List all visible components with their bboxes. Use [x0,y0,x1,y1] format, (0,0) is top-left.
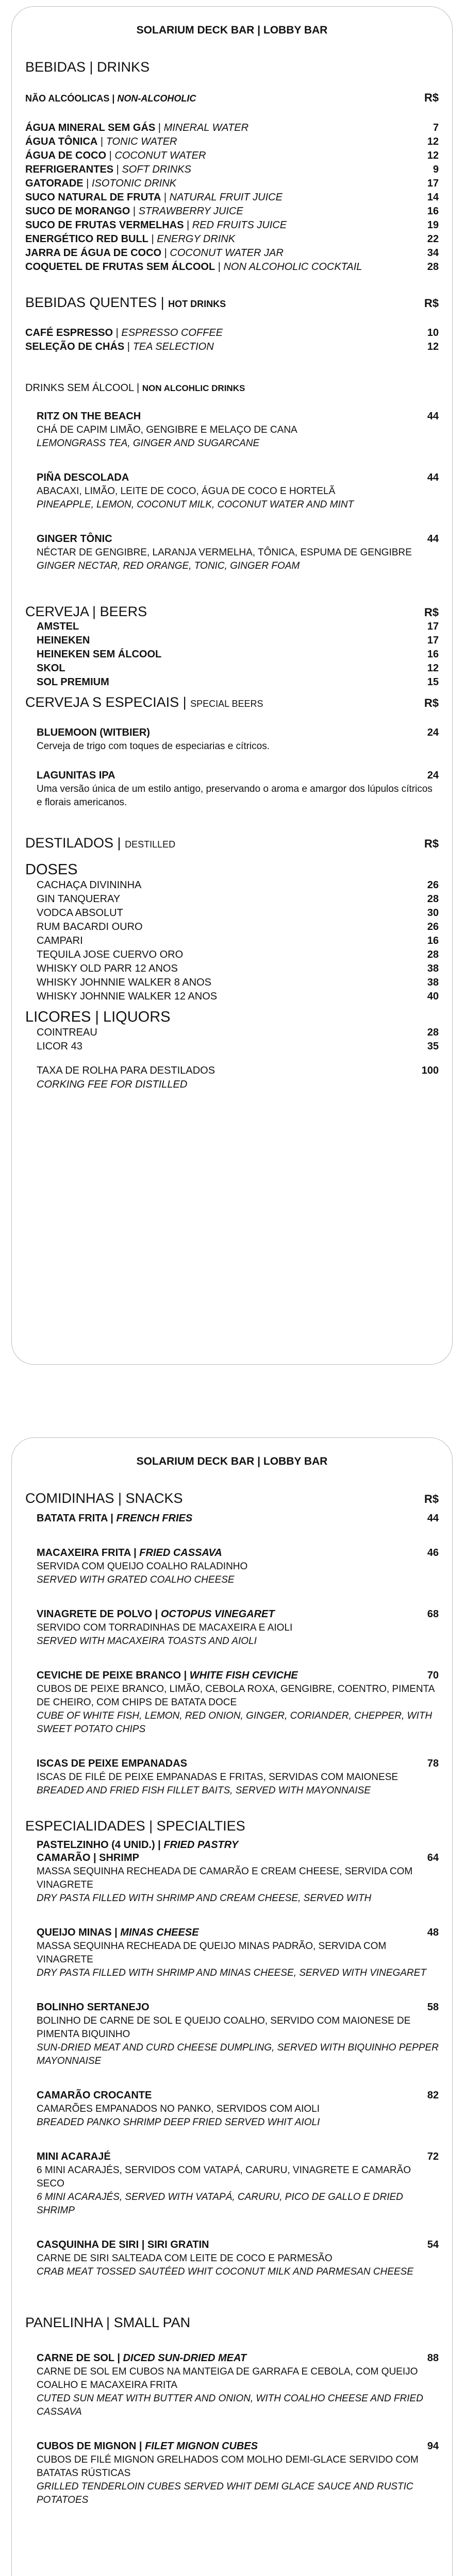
food-desc-en: CUTED SUN MEAT WITH BUTTER AND ONION, WITH COALHO CHEESE AND FRIED CASSAVA [37,2393,423,2417]
food-desc: CARNE DE SIRI SALTEADA COM LEITE DE COCO E PARMESÃO [37,2253,333,2264]
food-name-pt: CASQUINHA DE SIRI | SIRI GRATIN [37,2239,209,2250]
food-desc-en: BREADED AND FRIED FISH FILLET BAITS, SERVED WITH MAYONNAISE [37,1785,371,1796]
item-name-pt: REFRIGERANTES [25,164,114,175]
food-item-header [37,1546,439,1560]
food-desc: BOLINHO DE CARNE DE SOL E QUEIJO COALHO, SERVIDO COM MAIONESE DE PIMENTA BIQUINHO [37,2015,411,2040]
item-name-pt: ÁGUA DE COCO [25,150,107,161]
food-item-name [37,2238,420,2252]
dose-item [37,962,439,976]
dose-item [37,878,439,892]
food-item-name [37,1669,420,1683]
menu-item [25,135,439,149]
beer-item [25,662,439,675]
menu-page-drinks [11,6,453,1365]
food-price: 82 [427,2090,439,2101]
special-beer-desc: Uma versão única de um estilo antigo, preservando o aroma e amargor dos lúpulos cítricos e florais americanos. [37,784,433,808]
food-item [37,1607,439,1648]
section-title-specialties: ESPECIALIDADES | SPECIALTIES [25,1818,245,1834]
menu-item [25,205,439,218]
food-name-en: MINAS CHEESE [120,1927,199,1938]
item-price: 9 [433,164,439,175]
drink-desc-en: GINGER NECTAR, RED ORANGE, TONIC, GINGER FOAM [37,561,300,571]
food-name-pt: VINAGRETE DE POLVO | [37,1608,158,1620]
item-name-en: NON ALCOHOLIC COCKTAIL [223,261,362,273]
nonalcoholic-list [25,121,439,274]
hot-drinks-list [25,326,439,354]
dose-item-name: GIN TANQUERAY [37,893,121,905]
food-name-pt: CEVICHE DE PEIXE BRANCO | [37,1670,187,1681]
liquors-list [25,1026,439,1054]
food-desc: CARNE DE SOL EM CUBOS NA MANTEIGA DE GARRAFA E CEBOLA, COM QUEIJO COALHO E MACAXEIRA FRITA [37,2366,418,2391]
food-name-en: FILET MIGNON CUBES [145,2441,258,2452]
food-price: 54 [427,2239,439,2250]
drink-name: RITZ ON THE BEACH [37,411,141,422]
food-item-header [37,1512,439,1526]
food-desc: ISCAS DE FILÉ DE PEIXE EMPANADAS E FRITAS, SERVIDAS COM MAIONESE [37,1772,399,1783]
section-title-non-alcoholic-drinks: DRINKS SEM ÁLCOOL | NON ALCOHLIC DRINKS [25,382,245,394]
dose-item [37,920,439,934]
food-name-pt: MINI ACARAJÉ [37,2151,111,2162]
food-item [37,1669,439,1736]
food-price: 72 [427,2151,439,2162]
food-item [37,2089,439,2129]
item-price: 12 [427,341,439,352]
food-item-name [37,2001,420,2014]
food-desc-en: SUN-DRIED MEAT AND CURD CHEESE DUMPLING, SERVED WITH BIQUINHO PEPPER MAYONNAISE [37,2042,439,2066]
liquor-item [37,1040,439,1054]
dose-item [37,906,439,920]
dose-item-price: 28 [427,949,439,960]
dose-item-price: 30 [427,907,439,919]
food-price: 64 [427,1852,439,1863]
dose-item-price: 40 [427,991,439,1002]
section-title-distilled: DESTILADOS | DESTILLED R$ [25,835,439,851]
beer-name: SKOL [37,663,65,674]
item-name-en: NATURAL FRUIT JUICE [169,192,283,203]
section-title-beers: CERVEJA | BEERS R$ [25,604,439,619]
item-name-pt: JARRA DE ÁGUA DE COCO [25,247,162,259]
dose-item-name: TEQUILA JOSE CUERVO ORO [37,949,184,960]
beer-item [25,675,439,689]
food-desc: CUBOS DE PEIXE BRANCO, LIMÃO, CEBOLA ROXA, GENGIBRE, COENTRO, PIMENTA DE CHEIRO, COM CHIPS DE BATATA DOCE [37,1684,435,1708]
special-beer-name: LAGUNITAS IPA [37,770,115,781]
food-price: 94 [427,2441,439,2452]
item-label: SUCO NATURAL DE FRUTA | NATURAL FRUIT JUICE [25,192,283,203]
food-desc: SERVIDO COM TORRADINHAS DE MACAXEIRA E AIOLI [37,1622,293,1633]
item-label: CAFÉ ESPRESSO | ESPRESSO COFFEE [25,327,223,338]
special-beer-name: BLUEMOON (WITBIER) [37,727,150,738]
food-name-en: WHITE FISH CEVICHE [189,1670,298,1681]
item-price: 16 [427,206,439,217]
page-title: SOLARIUM DECK BAR | LOBBY BAR [136,24,328,36]
nonalcoholic-header: NÃO ALCÓOLICAS | NON-ALCOHOLIC R$ [25,91,439,104]
food-item-header [37,1607,439,1621]
item-name-pt: ENERGÉTICO RED BULL [25,233,148,245]
food-item-header [37,1757,439,1771]
small-pan-list [25,2351,439,2528]
food-item [37,1757,439,1798]
food-item [37,1851,439,1905]
item-name-en: ISOTONIC DRINK [91,178,177,189]
dose-item-name: CACHAÇA DIVININHA [37,879,142,891]
food-desc: MASSA SEQUINHA RECHEADA DE QUEIJO MINAS PADRÃO, SERVIDA COM VINAGRETE [37,1941,387,1965]
item-name-en: ESPRESSO COFFEE [121,327,223,338]
menu-item [25,149,439,163]
dose-item-name: RUM BACARDI OURO [37,921,143,933]
food-desc-en: SERVED WITH MACAXEIRA TOASTS AND AIOLI [37,1636,257,1647]
item-price: 10 [427,327,439,338]
drink-desc: NÉCTAR DE GENGIBRE, LARANJA VERMELHA, TÔNICA, ESPUMA DE GENGIBRE [37,547,412,558]
food-name-pt: MACAXEIRA FRITA | [37,1547,137,1558]
menu-item [25,260,439,274]
menu-item [25,218,439,232]
special-beer-price: 24 [427,770,439,781]
dose-item [37,976,439,990]
food-desc-en: 6 MINI ACARAJÉS, SERVED WITH VATAPÁ, CARURU, PICO DE GALLO E DRIED SHRIMP [37,2192,403,2216]
food-item-name [37,2089,420,2103]
item-name-pt: GATORADE [25,178,84,189]
liquor-item [37,1026,439,1040]
item-label: COQUETEL DE FRUTAS SEM ÁLCOOL | NON ALCOHOLIC COCKTAIL [25,261,362,273]
item-price: 28 [427,261,439,273]
liquor-item-name: LICOR 43 [37,1041,82,1052]
special-beer-price: 24 [427,727,439,738]
dose-item [37,934,439,948]
menu-item [25,232,439,246]
beer-price: 17 [427,635,439,646]
section-title-small-pan: PANELINHA | SMALL PAN [25,2315,191,2330]
food-desc: CUBOS DE FILÉ MIGNON GRELHADOS COM MOLHO DEMI-GLACE SERVIDO COM BATATAS RÚSTICAS [37,2454,419,2479]
item-name-en: SOFT DRINKS [122,164,191,175]
food-item-name [37,2351,420,2365]
item-label: ENERGÉTICO RED BULL | ENERGY DRINK [25,233,236,245]
food-item [37,1512,439,1526]
item-label: ÁGUA TÔNICA | TONIC WATER [25,136,177,147]
special-beer-header [37,769,439,783]
food-name-pt: BATATA FRITA | [37,1513,113,1524]
special-beer-desc: Cerveja de trigo com toques de especiarias e cítricos. [37,741,270,752]
dose-item-name: VODCA ABSOLUT [37,907,123,919]
drink-item [25,410,439,450]
beer-name: HEINEKEN [37,635,90,646]
dose-item [37,990,439,1004]
corking-fee: TAXA DE ROLHA PARA DESTILADOS CORKING FEE FOR DISTILLED 100 [37,1065,439,1090]
menu-item [25,340,439,354]
beer-name: SOL PREMIUM [37,676,109,688]
beer-item [25,620,439,634]
food-item-name [37,2439,420,2453]
dose-item [37,892,439,906]
drink-item-header [37,471,439,485]
dose-item-name: WHISKY JOHNNIE WALKER 8 ANOS [37,977,211,988]
beer-name: AMSTEL [37,621,79,632]
fried-pastry-header: PASTELZINHO (4 UNID.) | FRIED PASTRY [37,1839,239,1851]
food-name-en: FRENCH FRIES [116,1513,193,1524]
special-beers-list [25,726,439,825]
item-name-en: RED FRUITS JUICE [192,219,287,231]
dose-item-price: 26 [427,921,439,933]
non-alcoholic-drinks-list [25,410,439,594]
item-name-en: MINERAL WATER [163,122,249,133]
food-name-en: FRIED CASSAVA [139,1547,222,1558]
snacks-list [25,1512,439,1818]
beer-name: HEINEKEN SEM ÁLCOOL [37,649,162,660]
item-name-pt: SUCO DE MORANGO [25,206,130,217]
drink-name: PIÑA DESCOLADA [37,472,129,483]
doses-title: DOSES [25,861,78,878]
food-price: 68 [427,1608,439,1620]
menu-item [25,177,439,191]
item-label: ÁGUA MINERAL SEM GÁS | MINERAL WATER [25,122,249,133]
drink-price: 44 [427,533,439,545]
food-desc: MASSA SEQUINHA RECHEADA DE CAMARÃO E CREAM CHEESE, SERVIDA COM VINAGRETE [37,1866,413,1890]
food-price: 44 [427,1513,439,1524]
drink-price: 44 [427,411,439,422]
dose-item-price: 26 [427,879,439,891]
food-item-header [37,2238,439,2252]
item-name-pt: SUCO DE FRUTAS VERMELHAS [25,219,184,231]
section-title-snacks: COMIDINHAS | SNACKS R$ [25,1490,439,1506]
food-desc-en: DRY PASTA FILLED WITH SHRIMP AND CREAM CHEESE, SERVED WITH [37,1893,372,1904]
item-name-pt: ÁGUA TÔNICA [25,136,98,147]
drink-price: 44 [427,472,439,483]
beer-price: 16 [427,649,439,660]
item-label: REFRIGERANTES | SOFT DRINKS [25,164,191,175]
dose-item-name: WHISKY OLD PARR 12 ANOS [37,963,178,974]
beer-price: 17 [427,621,439,632]
food-item [37,1546,439,1587]
item-label: GATORADE | ISOTONIC DRINK [25,178,177,189]
food-item [37,2238,439,2279]
item-name-en: STRAWBERRY JUICE [138,206,243,217]
item-price: 19 [427,219,439,231]
item-label: SELEÇÃO DE CHÁS | TEA SELECTION [25,341,214,352]
food-desc: SERVIDA COM QUEIJO COALHO RALADINHO [37,1561,248,1572]
item-label: SUCO DE FRUTAS VERMELHAS | RED FRUITS JUICE [25,219,287,231]
food-item-header [37,1669,439,1683]
food-item-name [37,2150,420,2164]
food-desc-en: SERVED WITH GRATED COALHO CHEESE [37,1574,235,1585]
food-name-pt: CAMARÃO | SHRIMP [37,1852,139,1863]
item-name-en: TEA SELECTION [132,341,214,352]
food-item-header [37,2439,439,2453]
liquor-item-price: 28 [427,1027,439,1038]
food-name-pt: ISCAS DE PEIXE EMPANADAS [37,1758,187,1769]
menu-item [25,246,439,260]
dose-item-price: 16 [427,935,439,946]
item-name-en: ENERGY DRINK [157,233,236,245]
food-item [37,2351,439,2419]
dose-item-name: WHISKY JOHNNIE WALKER 12 ANOS [37,991,218,1002]
dose-item-price: 38 [427,963,439,974]
section-title-drinks: BEBIDAS | DRINKS [25,59,150,75]
item-name-pt: CAFÉ ESPRESSO [25,327,113,338]
beers-list [25,620,439,689]
item-price: 7 [433,122,439,133]
food-item-name [37,1757,420,1771]
food-item-header [37,2001,439,2014]
food-desc-en: CUBE OF WHITE FISH, LEMON, RED ONION, GINGER, CORIANDER, CHEPPER, WITH SWEET POTATO CHIPS [37,1710,433,1735]
section-title-special-beers: CERVEJA S ESPECIAIS | SPECIAL BEERS R$ [25,694,439,710]
item-price: 14 [427,192,439,203]
item-name-en: COCONUT WATER JAR [170,247,284,259]
dose-item-price: 28 [427,893,439,905]
menu-item [25,163,439,177]
food-desc-en: CRAB MEAT TOSSED SAUTÉED WHIT COCONUT MILK AND PARMESAN CHEESE [37,2266,413,2277]
food-name-pt: BOLINHO SERTANEJO [37,2002,150,2013]
food-desc-en: GRILLED TENDERLOIN CUBES SERVED WHIT DEMI GLACE SAUCE AND RUSTIC POTATOES [37,2481,413,2505]
item-price: 17 [427,178,439,189]
item-price: 12 [427,150,439,161]
special-beer-header [37,726,439,740]
section-title-hot-drinks: BEBIDAS QUENTES | HOT DRINKS R$ [25,295,439,310]
item-label: ÁGUA DE COCO | COCONUT WATER [25,150,206,161]
food-item [37,2001,439,2068]
page-title-food: SOLARIUM DECK BAR | LOBBY BAR [136,1455,328,1467]
special-beer-item [25,769,439,809]
food-name-en: DICED SUN-DRIED MEAT [123,2352,247,2364]
menu-item [25,326,439,340]
food-desc: 6 MINI ACARAJÉS, SERVIDOS COM VATAPÁ, CARURU, VINAGRETE E CAMARÃO SECO [37,2165,411,2189]
food-item-header [37,2351,439,2365]
special-beer-item [25,726,439,753]
food-item-name [37,1607,420,1621]
beer-price: 12 [427,663,439,674]
food-desc-en: DRY PASTA FILLED WITH SHRIMP AND MINAS CHEESE, SERVED WITH VINEGARET [37,1968,426,1978]
liquor-item-price: 35 [427,1041,439,1052]
item-price: 22 [427,233,439,245]
food-price: 78 [427,1758,439,1769]
item-name-en: COCONUT WATER [114,150,206,161]
beer-price: 15 [427,676,439,688]
drink-item-header [37,532,439,546]
food-price: 70 [427,1670,439,1681]
food-item-header [37,2089,439,2103]
food-name-en: OCTOPUS VINEGARET [160,1608,275,1620]
beer-item [25,634,439,648]
food-item-header [37,2150,439,2164]
food-item [37,2150,439,2217]
specialties-list [25,1851,439,2299]
food-name-pt: CAMARÃO CROCANTE [37,2090,152,2101]
food-item-name [37,1546,420,1560]
item-name-pt: ÁGUA MINERAL SEM GÁS [25,122,156,133]
drink-desc-en: LEMONGRASS TEA, GINGER AND SUGARCANE [37,438,260,449]
food-price: 48 [427,1927,439,1938]
food-item-name [37,1512,420,1526]
drink-item-header [37,410,439,423]
drink-item [25,532,439,573]
item-price: 34 [427,247,439,259]
drink-item [25,471,439,512]
item-name-en: TONIC WATER [106,136,177,147]
food-price: 46 [427,1547,439,1558]
drink-desc: CHÁ DE CAPIM LIMÃO, GENGIBRE E MELAÇO DE CANA [37,425,297,435]
item-name-pt: COQUETEL DE FRUTAS SEM ÁLCOOL [25,261,216,273]
liquors-title: LICORES | LIQUORS [25,1009,171,1025]
food-item-header [37,1926,439,1940]
doses-list [25,878,439,1004]
drink-name: GINGER TÔNIC [37,533,112,545]
food-item-name [37,1926,420,1940]
food-item [37,1926,439,1980]
item-label: JARRA DE ÁGUA DE COCO | COCONUT WATER JAR [25,247,284,259]
food-item-name [37,1851,420,1865]
menu-page-food [11,1437,453,2576]
food-name-pt: CUBOS DE MIGNON | [37,2441,142,2452]
beer-item [25,648,439,662]
item-name-pt: SELEÇÃO DE CHÁS [25,341,125,352]
dose-item-price: 38 [427,977,439,988]
food-price: 58 [427,2002,439,2013]
food-desc-en: BREADED PANKO SHRIMP DEEP FRIED SERVED WHIT AIOLI [37,2117,320,2128]
food-desc: CAMARÕES EMPANADOS NO PANKO, SERVIDOS COM AIOLI [37,2104,320,2114]
food-item-header [37,1851,439,1865]
item-price: 12 [427,136,439,147]
menu-item [25,191,439,205]
liquor-item-name: COINTREAU [37,1027,97,1038]
food-name-pt: CARNE DE SOL | [37,2352,120,2364]
dose-item-name: CAMPARI [37,935,83,946]
drink-desc-en: PINEAPPLE, LEMON, COCONUT MILK, COCONUT WATER AND MINT [37,499,354,510]
item-label: SUCO DE MORANGO | STRAWBERRY JUICE [25,206,243,217]
food-name-pt: QUEIJO MINAS | [37,1927,118,1938]
food-price: 88 [427,2352,439,2364]
menu-item [25,121,439,135]
item-name-pt: SUCO NATURAL DE FRUTA [25,192,161,203]
food-item [37,2439,439,2507]
dose-item [37,948,439,962]
drink-desc: ABACAXI, LIMÃO, LEITE DE COCO, ÁGUA DE COCO E HORTELÃ [37,486,336,497]
